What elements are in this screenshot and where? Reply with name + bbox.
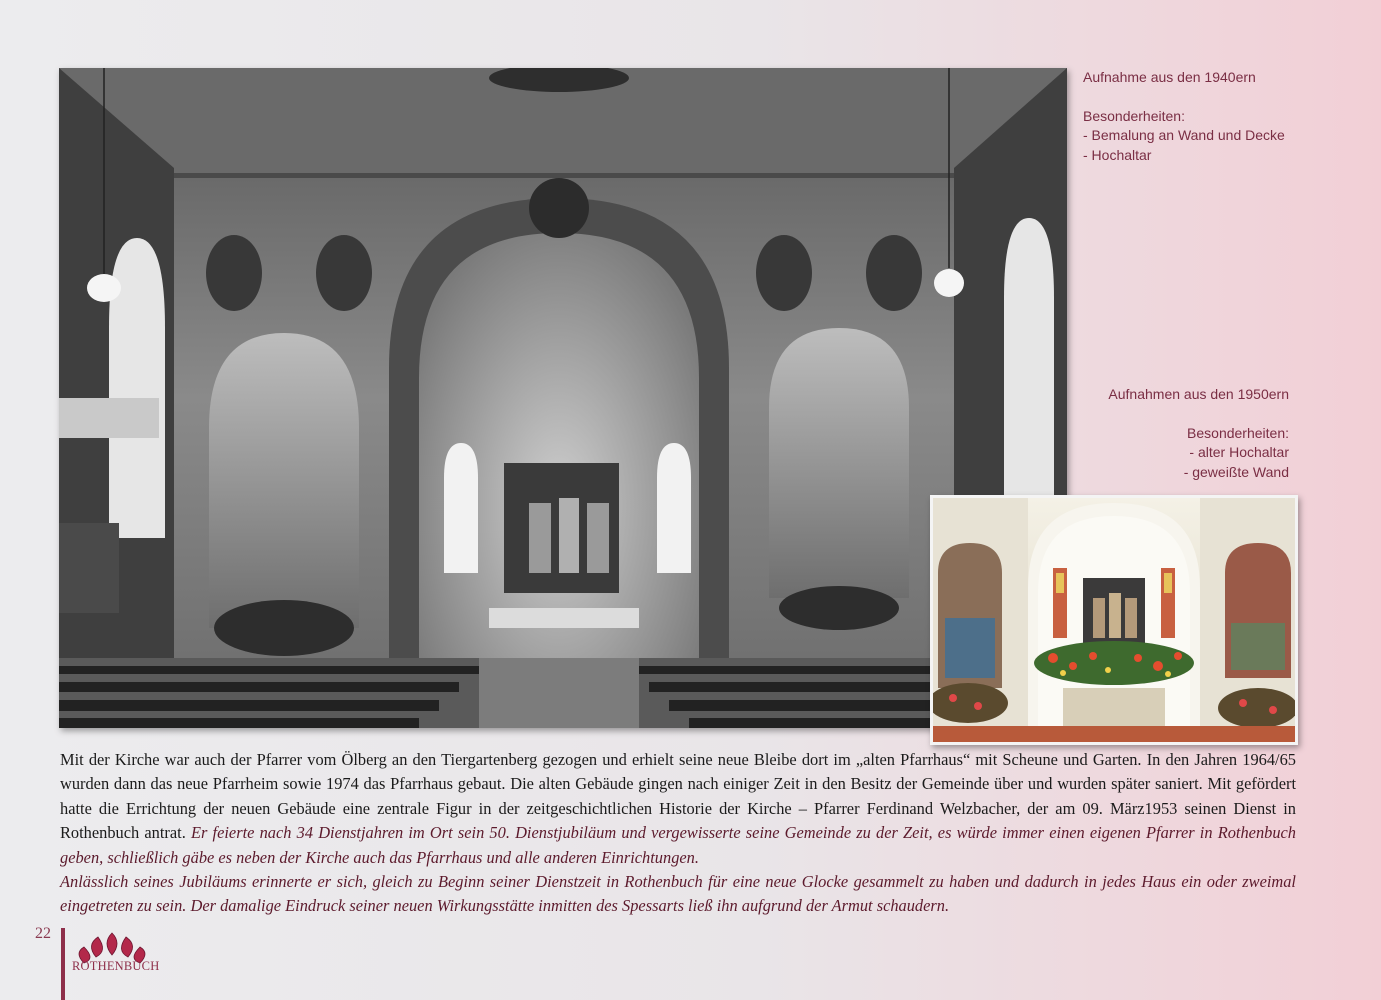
caption-item: - Hochaltar bbox=[1083, 146, 1152, 163]
body-paragraph bbox=[60, 748, 1296, 919]
body-text-italic: Er feierte nach 34 Dienstjahren im Ort sein 50. Dienstjubiläum und vergewisserte seine Gemeinde zu der Zeit, es würde immer einen eigenen Pfarrer in Rothenbuch geben, schließlich gäbe es neben der Kirche auch das Pfarrhaus und alle anderen Einrichtungen. bbox=[60, 823, 1297, 867]
church-interior-photo-1940s bbox=[59, 68, 1067, 728]
footer-divider bbox=[61, 928, 65, 1000]
caption-subtitle: Besonderheiten: bbox=[1083, 107, 1185, 124]
caption-title: Aufnahmen aus den 1950ern bbox=[1108, 386, 1289, 402]
caption-item: - Bemalung an Wand und Decke bbox=[1083, 127, 1285, 143]
body-text-italic: Anlässlich seines Jubiläums erinnerte er sich, gleich zu Beginn seiner Dienstzeit in Rothenbuch für eine neue Glocke gesammelt zu haben und dadurch in jedes Haus ein oder zweimal eingetreten zu sein. Der damalige Eindruck seiner neuen Wirkungsstätte inmitten des Spessarts ließ ihn aufgrund der Armut schaudern. bbox=[60, 872, 1296, 916]
caption-photo-1950s bbox=[1040, 385, 1289, 482]
body-text-normal: Mit der Kirche war auch der Pfarrer vom Ölberg an den Tiergartenberg gezogen und erhielt seine neue Bleibe dort im „alten Pfarrhaus“ mit Scheune und Garten. In den Jahren 1964/65 wurden dann das neue Pfarrheim sowie 1974 das Pfarrhaus gebaut. Die alten Gebäude gingen nach einiger Zeit in den Besitz der Gemeinde über und wurden später saniert. Mit gefördert hatte die Errichtung der neuen Gebäude eine zentrale Figur in der zeitgeschichtlichen Historie der Kirche – Pfarrer Ferdinand Welzbacher, der am 09. März1953 seinen Dienst in Rothenbuch antrat. bbox=[60, 750, 1296, 843]
caption-title: Aufnahme aus den 1940ern bbox=[1083, 69, 1256, 85]
caption-subtitle: Besonderheiten: bbox=[1187, 424, 1289, 441]
logo-wordmark: ROTHENBUCH bbox=[72, 959, 160, 973]
caption-item: - geweißte Wand bbox=[1183, 463, 1289, 480]
caption-photo-1940s bbox=[1083, 68, 1343, 165]
caption-item: - alter Hochaltar bbox=[1189, 444, 1289, 460]
church-interior-photo-1950s bbox=[930, 495, 1298, 745]
page-number: 22 bbox=[35, 925, 51, 942]
